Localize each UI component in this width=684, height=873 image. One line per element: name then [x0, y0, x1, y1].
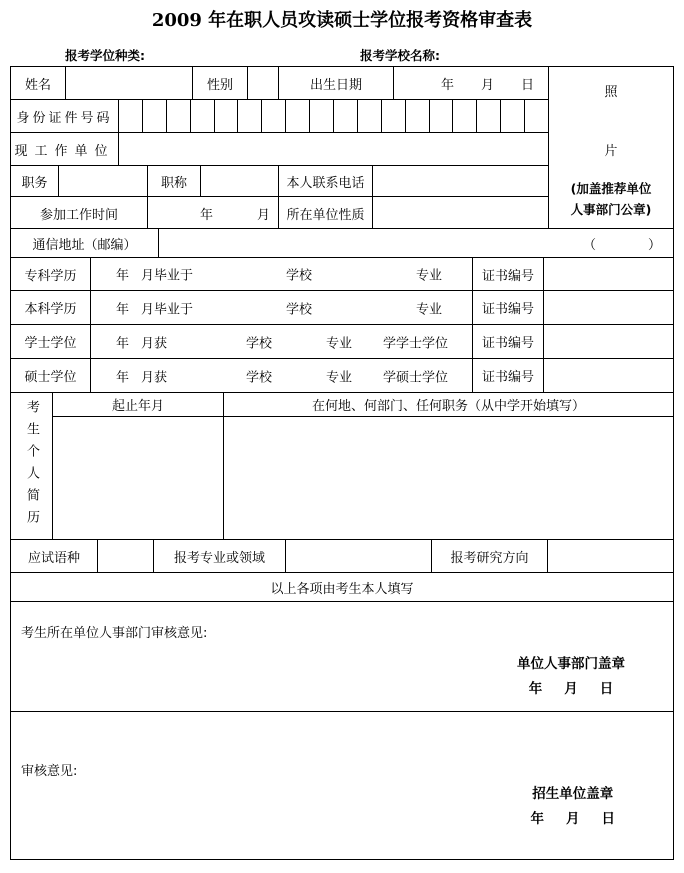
position-label: 职务 [11, 166, 59, 196]
identity-digit-box[interactable] [310, 100, 334, 132]
identity-digit-box[interactable] [358, 100, 382, 132]
edu-year-label: 年 [116, 268, 130, 284]
bachelor-cert-field[interactable] [544, 291, 673, 324]
work-start-field[interactable] [148, 197, 279, 229]
admission-stamp-block [531, 782, 616, 827]
address-label: 通信地址（邮编） [11, 229, 159, 257]
degree-type-label: 报考学位种类: [65, 48, 145, 63]
degree-type-suffix-label: 学学士学位 [383, 336, 449, 351]
bachelor-degree-label: 学士学位 [11, 325, 91, 358]
birth-month-label: 月 [480, 77, 494, 93]
row-position-title-phone [11, 166, 548, 197]
identity-digit-box[interactable] [501, 100, 525, 132]
degree-obtained-label: 月获 [141, 370, 168, 385]
identity-digit-box[interactable] [238, 100, 262, 132]
identity-digit-box[interactable] [191, 100, 215, 132]
resume-header-row [53, 393, 673, 417]
form-subheader [0, 46, 684, 64]
admission-stamp-date [531, 807, 616, 827]
row-workstart-unittype [11, 197, 548, 229]
identity-digit-box[interactable] [215, 100, 239, 132]
unit-stamp-block [517, 652, 625, 697]
prof-title-label: 职称 [148, 166, 201, 196]
degree-type-suffix-label: 学硕士学位 [383, 370, 449, 385]
school-name-label: 报考学校名称: [360, 48, 440, 63]
stamp-month-label: 月 [564, 681, 578, 697]
work-start-year-label: 年 [199, 207, 213, 223]
edu-graduated-label: 月毕业于 [141, 302, 194, 317]
identity-digit-box[interactable] [334, 100, 358, 132]
bachelor-degree-field[interactable] [91, 325, 473, 358]
edu-graduated-label: 月毕业于 [141, 268, 194, 284]
degree-obtained-label: 月获 [141, 336, 168, 351]
identity-digit-box[interactable] [430, 100, 454, 132]
identity-number-boxes[interactable] [119, 100, 548, 132]
stamp-year-label: 年 [530, 811, 544, 827]
applicant-fill-note: 以上各项由考生本人填写 [11, 573, 673, 602]
work-start-label: 参加工作时间 [11, 197, 148, 229]
cert-number-label: 证书编号 [473, 258, 544, 290]
identity-number-label: 身份证件号码 [11, 100, 119, 132]
identity-digit-box[interactable] [477, 100, 501, 132]
resume-section [11, 393, 673, 540]
identity-digit-box[interactable] [406, 100, 430, 132]
name-field[interactable] [66, 67, 193, 99]
admission-stamp-label: 招生单位盖章 [532, 786, 614, 802]
birth-date-field[interactable] [394, 67, 548, 99]
edu-major-label: 专业 [416, 268, 443, 284]
applied-major-label: 报考专业或领域 [154, 540, 286, 572]
edu-school-label: 学校 [286, 302, 313, 317]
row-bachelor-education [11, 291, 673, 325]
identity-digit-box[interactable] [453, 100, 477, 132]
photo-stamp-note-line1: (加盖推荐单位 [570, 181, 652, 196]
research-direction-field[interactable] [548, 540, 673, 572]
phone-label: 本人联系电话 [279, 166, 373, 196]
prof-title-field[interactable] [201, 166, 279, 196]
resume-detail-field[interactable] [224, 417, 673, 539]
resume-vertical-label: 考生个人简历 [11, 393, 53, 539]
row-address [11, 229, 673, 258]
identity-digit-box[interactable] [143, 100, 167, 132]
bachelor-education-field[interactable] [91, 291, 473, 324]
identity-digit-box[interactable] [525, 100, 548, 132]
identity-digit-box[interactable] [167, 100, 191, 132]
row-identity-number [11, 100, 548, 133]
exam-language-label: 应试语种 [11, 540, 98, 572]
degree-major-label: 专业 [326, 336, 353, 351]
edu-school-label: 学校 [286, 268, 313, 284]
admission-review-title: 审核意见: [21, 764, 78, 779]
exam-language-field[interactable] [98, 540, 154, 572]
identity-digit-box[interactable] [262, 100, 286, 132]
stamp-day-label: 日 [599, 681, 614, 697]
master-degree-field[interactable] [91, 359, 473, 392]
bachelor-education-label: 本科学历 [11, 291, 91, 324]
identity-digit-box[interactable] [382, 100, 406, 132]
resume-table [53, 393, 673, 539]
row-college-education [11, 258, 673, 291]
resume-period-header: 起止年月 [53, 393, 224, 416]
applied-major-field[interactable] [286, 540, 432, 572]
name-label: 姓名 [11, 67, 66, 99]
unit-type-label: 所在单位性质 [279, 197, 373, 229]
edu-major-label: 专业 [416, 302, 443, 317]
admission-review-section[interactable] [11, 712, 673, 862]
master-degree-cert-field[interactable] [544, 359, 673, 392]
unit-type-field[interactable] [373, 197, 548, 229]
row-name-gender-birth [11, 67, 548, 100]
degree-year-label: 年 [116, 336, 130, 351]
form-title: 2009 年在职人员攻读硕士学位报考资格审查表 [151, 10, 533, 31]
degree-school-label: 学校 [246, 336, 273, 351]
unit-review-title: 考生所在单位人事部门审核意见: [21, 626, 208, 641]
unit-review-section[interactable] [11, 602, 673, 712]
degree-school-label: 学校 [246, 370, 273, 385]
master-degree-label: 硕士学位 [11, 359, 91, 392]
row-bachelor-degree [11, 325, 673, 359]
birth-date-label: 出生日期 [279, 67, 394, 99]
birth-year-label: 年 [440, 77, 454, 93]
stamp-day-label: 日 [601, 811, 615, 827]
cert-number-label: 证书编号 [473, 325, 544, 358]
photo-label-line1: 照 [604, 85, 618, 100]
gender-field[interactable] [248, 67, 279, 99]
postcode-brackets: （ ） [582, 237, 661, 253]
identity-digit-box[interactable] [286, 100, 310, 132]
resume-period-field[interactable] [53, 417, 224, 539]
photo-stamp-note-line2: 人事部门公章) [570, 202, 652, 217]
research-direction-label: 报考研究方向 [432, 540, 548, 572]
birth-day-label: 日 [520, 77, 534, 93]
work-unit-label: 现工作单位 [11, 133, 119, 165]
photo-label-line2: 片 [604, 144, 618, 159]
address-field[interactable] [159, 229, 673, 257]
resume-body-row [53, 417, 673, 539]
work-unit-field[interactable] [119, 133, 548, 165]
basic-info-block [11, 67, 673, 229]
row-exam-info [11, 540, 673, 573]
stamp-year-label: 年 [528, 681, 543, 697]
college-cert-field[interactable] [544, 258, 673, 290]
resume-detail-header: 在何地、何部门、任何职务（从中学开始填写） [311, 399, 585, 414]
cert-number-label: 证书编号 [473, 291, 544, 324]
unit-stamp-date [517, 677, 625, 697]
phone-field[interactable] [373, 166, 548, 196]
stamp-month-label: 月 [566, 811, 580, 827]
bachelor-degree-cert-field[interactable] [544, 325, 673, 358]
college-education-label: 专科学历 [11, 258, 91, 290]
work-start-month-label: 月 [256, 207, 270, 223]
degree-major-label: 专业 [326, 370, 353, 385]
gender-label: 性别 [193, 67, 248, 99]
edu-year-label: 年 [116, 302, 130, 317]
unit-stamp-label: 单位人事部门盖章 [517, 656, 625, 672]
application-table [10, 66, 674, 860]
college-education-field[interactable] [91, 258, 473, 290]
degree-year-label: 年 [116, 370, 130, 385]
identity-digit-box[interactable] [119, 100, 143, 132]
row-master-degree [11, 359, 673, 393]
position-field[interactable] [59, 166, 148, 196]
basic-info-rows [11, 67, 548, 228]
cert-number-label: 证书编号 [473, 359, 544, 392]
photo-box[interactable] [548, 67, 673, 228]
row-work-unit [11, 133, 548, 166]
